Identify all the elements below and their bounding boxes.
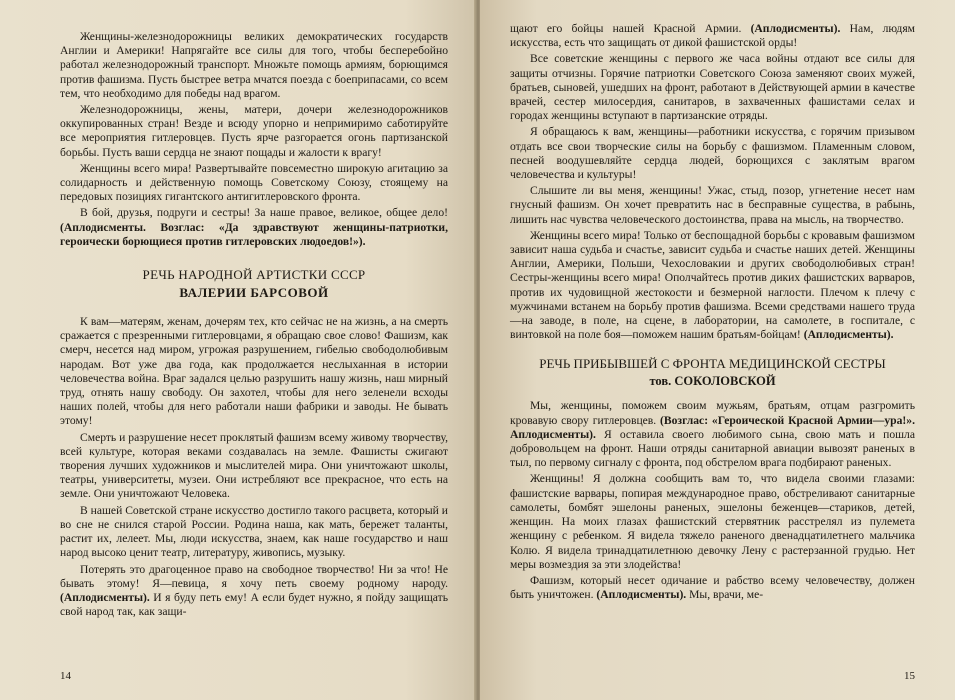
left-page: [0, 0, 476, 700]
applause-note: (Аплодисменты. Возглас: «Да здравствуют женщины-патриотки, героически борющиеся против гитлеровских людоедов!»).: [60, 220, 448, 248]
paragraph-text: Потерять это драгоценное право на свободное творчество! Ни за что! Не бывать этому! Я—певица, я хочу петь своему родному народу.: [60, 562, 448, 590]
applause-note: (Аплодисменты).: [60, 590, 150, 604]
paragraph: [510, 22, 915, 50]
speaker-name: тов. СОКОЛОВСКОЙ: [649, 374, 776, 389]
paragraph: [510, 399, 915, 470]
paragraph: [510, 574, 915, 602]
applause-note: (Возглас: «Героической Красной Армии—ура!». Аплодисменты).: [510, 413, 915, 441]
paragraph-text: Нам, людям искусства, есть что защищать от дикой фашистской орды!: [510, 22, 915, 50]
page-number: 14: [60, 670, 71, 682]
applause-note: (Аплодисменты).: [596, 588, 687, 602]
speech-heading: РЕЧЬ НАРОДНОЙ АРТИСТКИ СССР: [142, 267, 366, 283]
paragraph-text: Мы, врачи, ме-: [686, 588, 764, 602]
paragraph: Женщины-железнодорожницы великих демократических государств Англии и Америки! Напрягайте все силы для того, чтобы бесперебойно работал железнодорожный транспорт. Множьте помощь армиям, борющимся против фашизма. Пусть быстрее ветра мчатся поезда с боеприпасами, со всем тем, что необходимо для победы над врагом.: [60, 30, 448, 100]
paragraph: Женщины всего мира! Развертывайте повсеместно широкую агитацию за солидарность и действенную помощь Советскому Союзу, стоящему на передовых позициях гигантского антигитлеровского фронта.: [60, 161, 448, 204]
paragraph: Смерть и разрушение несет проклятый фашизм всему живому творчеству, всей культуре, которая веками создавалась на земле. Фашисты сжигают творения лучших художников и мыслителей мира. Они уничтожают школы, театры, университеты, музеи. Они истребляют все прекрасное, что есть на земле. Они уничтожают Человека.: [60, 430, 448, 501]
paragraph: Слышите ли вы меня, женщины! Ужас, стыд, позор, угнетение несет нам гнусный фашизм. Он хочет превратить нас в бесправные существа, в рабынь, лишить нас чувства человеческого достоинства, права на мысль, на творчество.: [510, 184, 915, 226]
paragraph: [60, 206, 448, 249]
applause-note: (Аплодисменты).: [803, 328, 894, 342]
paragraph-text: И я буду петь ему! А если будет нужно, я пойду защищать свой народ так, как защи-: [60, 590, 448, 619]
paragraph: Железнодорожницы, жены, матери, дочери железнодорожников оккупированных стран! Везде и всюду упорно и непримиримо саботируйте все мероприятия гитлеровцев. Пусть ярче разгорается огонь партизанской борьбы. Пусть ваши сердца не знают пощады и жалости к врагу!: [60, 103, 448, 159]
right-page: [480, 0, 955, 700]
paragraph: Женщины! Я должна сообщить вам то, что видела своими глазами: фашистские варвары, попирая международное право, обстреливают санитарные самолеты, бомбят эшелоны раненых, эшелоны беженцев—стариков, детей, женщин. На моих глазах фашистский стервятник расстрелял из пулемета женщину с ребенком. Я видела тяжело раненого двенадцатилетнего мальчика Колю. Я видела тринадцатилетнюю девочку Лену с растерзанной грудью. Нет меры возмездия за эти злодейства!: [510, 472, 915, 571]
paragraph: В нашей Советской стране искусство достигло такого расцвета, который и во сне не снился старой России. Родина наша, как мать, бережет таланты, растит их, лелеет. Мы, люди искусства, знаем, как наше государство и наш народ высоко ценит театр, литературу, живопись, музыку.: [60, 503, 448, 560]
paragraph: Все советские женщины с первого же часа войны отдают все силы для защиты отчизны. Горячие патриотки Советского Союза заменяют своих мужей, братьев, сыновей, ушедших на фронт, работают в Действующей армии в качестве врачей, сестер милосердия, санитаров, в захваченных фашистами селах и городах женщины вступают в партизанские отряды.: [510, 52, 915, 123]
speech-heading: РЕЧЬ ПРИБЫВШЕЙ С ФРОНТА МЕДИЦИНСКОЙ СЕСТРЫ: [539, 356, 886, 372]
paragraph-text: щают его бойцы нашей Красной Армии.: [510, 22, 751, 35]
paragraph-text: В бой, друзья, подруги и сестры! За наше правое, великое, общее дело!: [80, 206, 448, 220]
paragraph: Я обращаюсь к вам, женщины—работники искусства, с горячим призывом отдать все свои творческие силы на борьбу с фашизмом. Пламенным словом, песней воодушевляйте сердца людей, борющихся с заклятым врагом человечества и культуры!: [510, 125, 915, 182]
page-number: 15: [904, 670, 915, 682]
paragraph-text: Фашизм, который несет одичание и рабство всему человечеству, должен быть уничтожен.: [510, 573, 915, 602]
paragraph-text: Я оставила своего любимого сына, свою мать и пошла добровольцем на фронт. Наши отряды санитарной авиации вывозят раненых в тыл, по первому сигналу с фронта, под обстрелом врага подбирают раненых.: [510, 427, 915, 470]
paragraph-text: Мы, женщины, поможем своим мужьям, братьям, отцам разгромить кровавую свору гитлеровцев.: [510, 399, 915, 427]
paragraph: К вам—матерям, женам, дочерям тех, кто сейчас не на жизнь, а на смерть сражается с презренными гитлеровцами, я обращаю свое слово! Фашизм, как смерч, несется над миром, угрожая разрушением, гибелью свободолюбивым народам. Вот уже два года, как продолжается неслыханная в истории человечества война. Враг задался целью разрушить нашу жизнь, наш мирный труд, отнять нашу свободу. Он захотел, чтобы для него зеленели всходы наших полей, чтобы для него работали наши фабрики и заводы. Не бывать этому!: [60, 315, 448, 428]
paragraph-text: Женщины всего мира! Только от беспощадной борьбы с кровавым фашизмом зависит наша судьба и счастье, зависит судьба и счастье наших детей. Женщины Англии, Америки, Польши, Чехословакии и других свободолюбивых стран! Сестры-женщины всего мира! Ополчайтесь против диких фашистских варваров, против их чудовищной жестокости и безмерной наглости. Плечом к плечу с мужчинами встанем на борьбу против фашизма. Всеми средствами нашего труда—на заводе, в поле, на сцене, в лаборатории, на самолете, в госпитале, с винтовкой на поле боя—поможем нашим братьям-бойцам!: [510, 228, 915, 342]
speaker-name: ВАЛЕРИИ БАРСОВОЙ: [179, 285, 329, 301]
paragraph: [60, 563, 448, 620]
applause-note: (Аплодисменты).: [750, 22, 841, 35]
paragraph: [510, 229, 915, 343]
